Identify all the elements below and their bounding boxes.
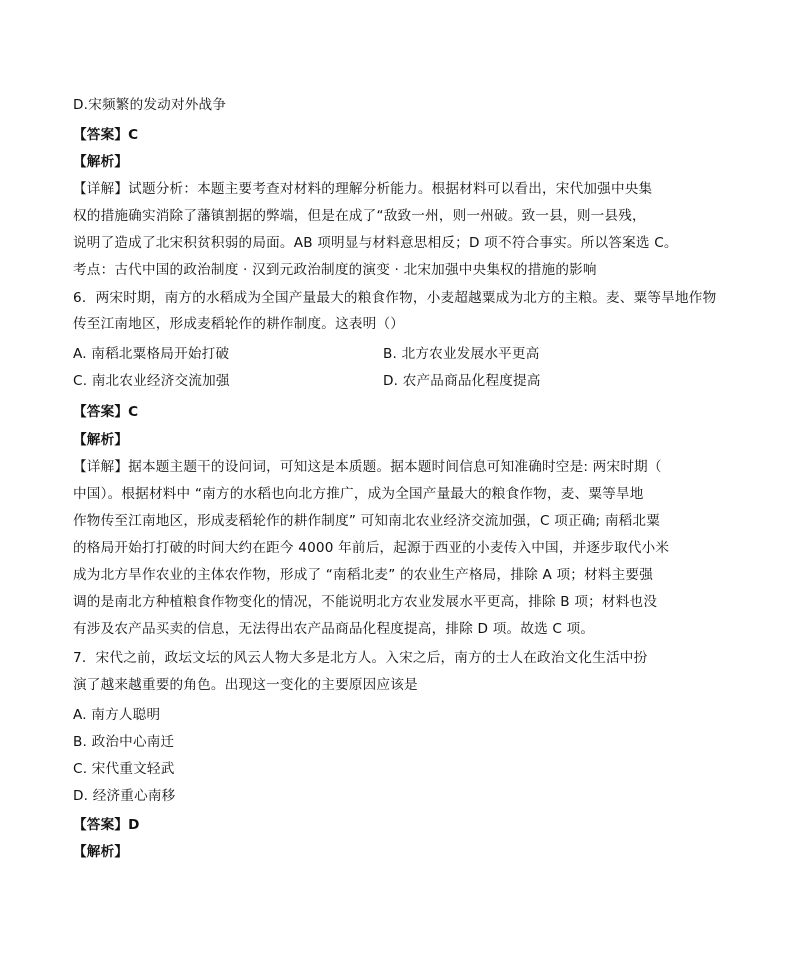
q5-detail-line-3: 说明了造成了北宋积贫积弱的局面。AB 项明显与材料意思相反；D 项不符合事实。所以答案选 C。 <box>73 235 678 251</box>
q6-option-a: A. 南稻北粟格局开始打破 <box>73 346 230 362</box>
q6-stem-line-1: 6．两宋时期，南方的水稻成为全国产量最大的粮食作物，小麦超越粟成为北方的主粮。麦、粟等旱地作物 <box>73 290 717 306</box>
q6-stem-line-2: 传至江南地区，形成麦稻轮作的耕作制度。这表明（） <box>73 316 405 332</box>
q6-detail-line-1: 【详解】据本题主题干的设问词，可知这是本质题。据本题时间信息可知准确时空是: 两宋时期（ <box>73 459 662 475</box>
q5-analysis-label: 【解析】 <box>73 154 129 170</box>
q5-kaodian: 考点：古代中国的政治制度 · 汉到元政治制度的演变 · 北宋加强中央集权的措施的影响 <box>73 262 597 278</box>
q5-detail-line-1: 【详解】试题分析：本题主要考查对材料的理解分析能力。根据材料可以看出，宋代加强中央集 <box>73 181 653 197</box>
q5-detail-line-2: 权的措施确实消除了藩镇割据的弊端，但是在成了“敌致一州，则一州破。致一县，则一县残， <box>73 208 646 224</box>
q6-detail-line-6: 调的是南北方种植粮食作物变化的情况，不能说明北方农业发展水平更高，排除 B 项；材料也没 <box>73 594 658 610</box>
q7-stem-line-1: 7．宋代之前，政坛文坛的风云人物大多是北方人。入宋之后，南方的士人在政治文化生活中扮 <box>73 650 648 666</box>
q7-option-b: B. 政治中心南迁 <box>73 734 175 750</box>
q6-detail-line-4: 的格局开始打打破的时间大约在距今 4000 年前后，起源于西亚的小麦传入中国，并逐步取代小米 <box>73 540 670 556</box>
q7-analysis-label: 【解析】 <box>73 844 129 860</box>
q7-option-a: A. 南方人聪明 <box>73 707 161 723</box>
q6-detail-line-2: 中国）。根据材料中 “南方的水稻也向北方推广，成为全国产量最大的粮食作物，麦、粟等旱地 <box>73 486 644 502</box>
q6-option-d: D. 农产品商品化程度提高 <box>383 373 541 389</box>
q7-option-d: D. 经济重心南移 <box>73 788 176 804</box>
q5-option-d: D.宋频繁的发动对外战争 <box>73 97 227 113</box>
q6-analysis-label: 【解析】 <box>73 432 129 448</box>
q7-stem-line-2: 演了越来越重要的角色。出现这一变化的主要原因应该是 <box>73 677 418 693</box>
q7-answer: 【答案】D <box>73 817 140 833</box>
q6-detail-line-3: 作物传至江南地区，形成麦稻轮作的耕作制度” 可知南北农业经济交流加强，C 项正确; 南稻北粟 <box>73 513 661 529</box>
q6-option-b: B. 北方农业发展水平更高 <box>383 346 540 362</box>
q6-answer: 【答案】C <box>73 404 139 420</box>
q7-option-c: C. 宋代重文轻武 <box>73 761 175 777</box>
q6-detail-line-7: 有涉及农产品买卖的信息，无法得出农产品商品化程度提高，排除 D 项。故选 C 项。 <box>73 621 595 637</box>
q6-options-row-1 <box>73 344 540 364</box>
q6-options-row-2 <box>73 371 541 391</box>
q6-detail-line-5: 成为北方旱作农业的主体农作物，形成了 “南稻北麦” 的农业生产格局，排除 A 项；材料主要强 <box>73 567 654 583</box>
q5-answer: 【答案】C <box>73 127 139 143</box>
q6-option-c: C. 南北农业经济交流加强 <box>73 373 230 389</box>
